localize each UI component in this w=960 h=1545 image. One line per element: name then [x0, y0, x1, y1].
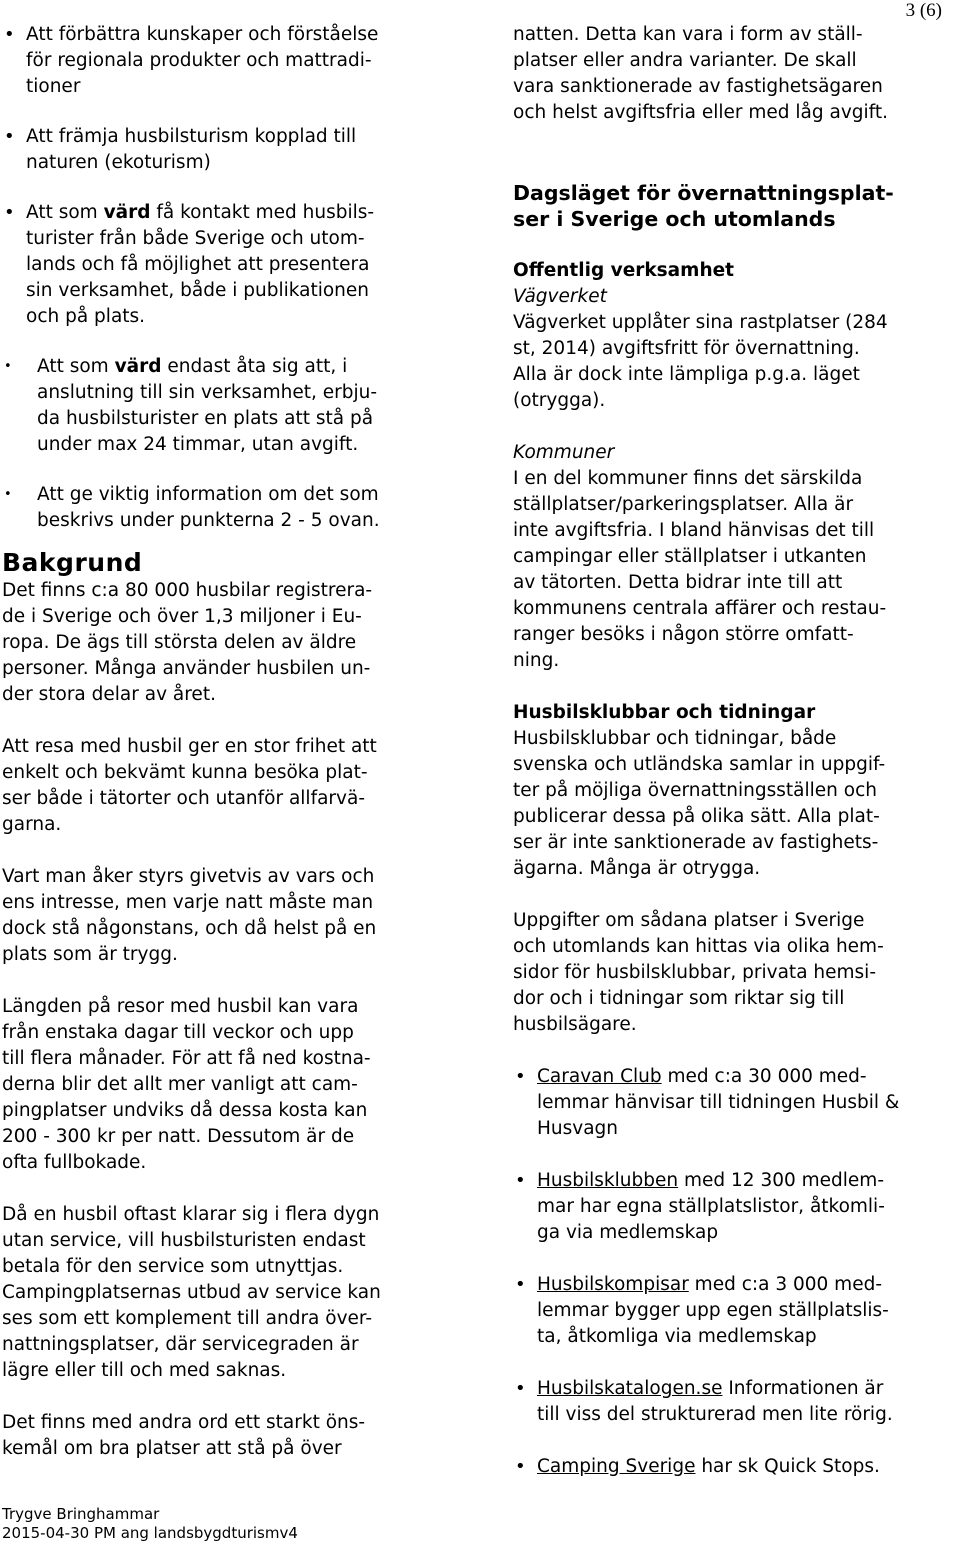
paragraph [2, 994, 446, 1176]
text-line: (otrygga). [513, 390, 606, 411]
paragraph [2, 864, 446, 968]
text-line: ägarna. Många är otrygga. [513, 858, 761, 879]
text-line: Att resa med husbil ger en stor frihet att [2, 736, 377, 757]
klubbar-paragraph [513, 726, 956, 882]
text-line: och på plats. [26, 306, 146, 327]
bullet-item [2, 354, 446, 458]
text-line: st, 2014) avgiftsfritt för övernattning. [513, 338, 860, 359]
text-line: Alla är dock inte lämpliga p.g.a. läget [513, 364, 860, 385]
link-husbilsklubben[interactable]: Husbilsklubben [537, 1170, 679, 1191]
text-line: dor och i tidningar som riktar sig till [513, 988, 845, 1009]
text-line: campingar eller ställplatser i utkanten [513, 546, 867, 567]
text-line: ens intresse, men varje natt måste man [2, 892, 374, 913]
text-line: garna. [2, 814, 62, 835]
text-line: Camping Sverige har sk Quick Stops. [537, 1456, 880, 1477]
link-list-item [513, 1272, 956, 1350]
text-line: turister från både Sverige och utom- [26, 228, 365, 249]
text-line: ga via medlemskap [537, 1222, 719, 1243]
text-line: enkelt och bekvämt kunna besöka plat- [2, 762, 368, 783]
text-line: från enstaka dagar till veckor och upp [2, 1022, 354, 1043]
text-line: Husbilskompisar med c:a 3 000 med- [537, 1274, 882, 1295]
text-line: lägre eller till och med saknas. [2, 1360, 287, 1381]
text-line: ser är inte sanktionerade av fastighets- [513, 832, 879, 853]
text-line: Att som värd få kontakt med husbils- [26, 202, 375, 223]
text-line: ställplatser/parkeringsplatser. Alla är [513, 494, 854, 515]
text-line: kemål om bra platser att stå på över [2, 1438, 342, 1459]
text-line: Att förbättra kunskaper och förståelse [26, 24, 379, 45]
text-line: anslutning till sin verksamhet, erbju- [37, 382, 378, 403]
heading-offentlig: Offentlig verksamhet [513, 260, 735, 281]
bullet-item [2, 124, 446, 176]
text-line: Husbilsklubben med 12 300 medlem- [537, 1170, 884, 1191]
text-line: ta, åtkomliga via medlemskap [537, 1326, 817, 1347]
link-list-item [513, 1168, 956, 1246]
bullet-item [2, 482, 446, 534]
bullet-item [2, 200, 446, 330]
footer-date-file: 2015-04-30 PM ang landsbygdturismv4 [2, 1524, 298, 1542]
bakgrund-paragraph [2, 578, 446, 708]
text-line: Vägverket upplåter sina rastplatser (284 [513, 312, 888, 333]
text-line: plats som är trygg. [2, 944, 178, 965]
page-number: 3 (6) [905, 0, 942, 21]
vagverket-paragraph [513, 310, 956, 414]
text-line: kommunens centrala affärer och restau- [513, 598, 887, 619]
text-line: I en del kommuner finns det särskilda [513, 468, 863, 489]
text-line: Att främja husbilsturism kopplad till [26, 126, 357, 147]
text-line: sidor för husbilsklubbar, privata hemsi- [513, 962, 876, 983]
bullet-dot: • [4, 202, 15, 223]
text-line: der stora delar av året. [2, 684, 216, 705]
link-husbilskatalogen[interactable]: Husbilskatalogen.se [537, 1378, 723, 1399]
intro-paragraph [513, 22, 956, 126]
text-line: av tätorten. Detta bidrar inte till att [513, 572, 843, 593]
text-line: och helst avgiftsfria eller med låg avgift. [513, 102, 888, 123]
footer-author: Trygve Bringhammar [2, 1505, 160, 1523]
text-line: nattningsplatser, där servicegraden är [2, 1334, 359, 1355]
heading-klubbar: Husbilsklubbar och tidningar [513, 702, 816, 723]
bullet-item [2, 22, 446, 100]
text-line: ser både i tätorter och utanför allfarvä- [2, 788, 365, 809]
text-line: pingplatser undviks då dessa kosta kan [2, 1100, 368, 1121]
text-line: ter på möjliga övernattningsställen och [513, 780, 877, 801]
bullet-dot: • [515, 1274, 526, 1295]
bullet-dot: • [515, 1456, 526, 1477]
text-line: personer. Många använder husbilen un- [2, 658, 371, 679]
bullet-dot: • [515, 1378, 526, 1399]
text-line: 200 - 300 kr per natt. Dessutom är de [2, 1126, 355, 1147]
text-line: lands och få möjlighet att presentera [26, 254, 370, 275]
uppgifter-paragraph [513, 908, 956, 1038]
text-line: lemmar bygger upp egen ställplatslis- [537, 1300, 889, 1321]
bullet-dot: • [515, 1066, 526, 1087]
text-line: Husbilskatalogen.se Informationen är [537, 1378, 884, 1399]
text-line: Då en husbil oftast klarar sig i flera dygn [2, 1204, 380, 1225]
sub-kommuner: Kommuner [513, 442, 615, 463]
link-caravan-club[interactable]: Caravan Club [537, 1066, 662, 1087]
text-line: Det finns c:a 80 000 husbilar registrera- [2, 580, 373, 601]
text-line: sin verksamhet, både i publikationen [26, 280, 370, 301]
sub-vagverket: Vägverket [513, 286, 607, 307]
text-line: Det finns med andra ord ett starkt öns- [2, 1412, 366, 1433]
bullet-dot: • [4, 487, 12, 502]
text-line: derna blir det allt mer vanligt att cam- [2, 1074, 358, 1095]
text-line: mar har egna ställplatslistor, åtkomli- [537, 1196, 885, 1217]
text-line: lemmar hänvisar till tidningen Husbil & [537, 1092, 900, 1113]
text-line: beskrivs under punkterna 2 - 5 ovan. [37, 510, 380, 531]
bullet-dot: • [515, 1170, 526, 1191]
text-line: Vart man åker styrs givetvis av vars och [2, 866, 375, 887]
text-line: de i Sverige och över 1,3 miljoner i Eu- [2, 606, 362, 627]
text-line: publicerar dessa på olika sätt. Alla plat- [513, 806, 880, 827]
paragraph [2, 734, 446, 838]
bullet-dot: • [4, 359, 12, 374]
paragraph [2, 1410, 446, 1462]
heading-dagslaget: Dagsläget för övernattningsplat- ser i Sverige och utomlands [513, 181, 894, 231]
text-line: Att ge viktig information om det som [37, 484, 379, 505]
text-line: Campingplatsernas utbud av service kan [2, 1282, 381, 1303]
text-line: naturen (ekoturism) [26, 152, 211, 173]
text-line: tioner [26, 76, 81, 97]
text-line: Caravan Club med c:a 30 000 med- [537, 1066, 867, 1087]
text-line: vara sanktionerade av fastighetsägaren [513, 76, 883, 97]
text-line: till viss del strukturerad men lite rörig. [537, 1404, 893, 1425]
text-line: Husbilsklubbar och tidningar, både [513, 728, 837, 749]
link-list-item [513, 1376, 956, 1428]
text-line: till flera månader. För att få ned kostna- [2, 1048, 371, 1069]
text-line: ses som ett komplement till andra över- [2, 1308, 373, 1329]
text-line: svenska och utländska samlar in uppgif- [513, 754, 886, 775]
text-line: ning. [513, 650, 560, 671]
text-line: da husbilsturister en plats att stå på [37, 408, 374, 429]
text-line: betala för den service som utnyttjas. [2, 1256, 344, 1277]
heading-bakgrund: Bakgrund [2, 548, 143, 577]
bullet-dot: • [4, 126, 15, 147]
link-camping-sverige[interactable]: Camping Sverige [537, 1456, 696, 1477]
link-list-item [513, 1454, 956, 1480]
paragraph [2, 1202, 446, 1384]
text-line: Längden på resor med husbil kan vara [2, 996, 359, 1017]
text-line: ranger besöks i någon större omfatt- [513, 624, 854, 645]
text-line: natten. Detta kan vara i form av ställ- [513, 24, 863, 45]
kommuner-paragraph [513, 466, 956, 674]
text-line: ofta fullbokade. [2, 1152, 147, 1173]
text-line: Att som värd endast åta sig att, i [37, 356, 348, 377]
text-line: inte avgiftsfria. I bland hänvisas det till [513, 520, 875, 541]
footer [2, 1505, 298, 1543]
text-line: dock stå någonstans, och då helst på en [2, 918, 377, 939]
bullet-dot: • [4, 24, 15, 45]
text-line: platser eller andra varianter. De skall [513, 50, 857, 71]
text-line: för regionala produkter och mattradi- [26, 50, 372, 71]
text-line: Husvagn [537, 1118, 619, 1139]
link-list-item [513, 1064, 956, 1142]
text-line: Uppgifter om sådana platser i Sverige [513, 910, 865, 931]
text-line: under max 24 timmar, utan avgift. [37, 434, 359, 455]
text-line: utan service, vill husbilsturisten endast [2, 1230, 366, 1251]
text-line: ropa. De ägs till största delen av äldre [2, 632, 357, 653]
link-husbilskompisar[interactable]: Husbilskompisar [537, 1274, 689, 1295]
right-column [513, 22, 956, 1480]
text-line: och utomlands kan hittas via olika hem- [513, 936, 884, 957]
left-column [2, 22, 446, 1462]
text-line: husbilsägare. [513, 1014, 637, 1035]
